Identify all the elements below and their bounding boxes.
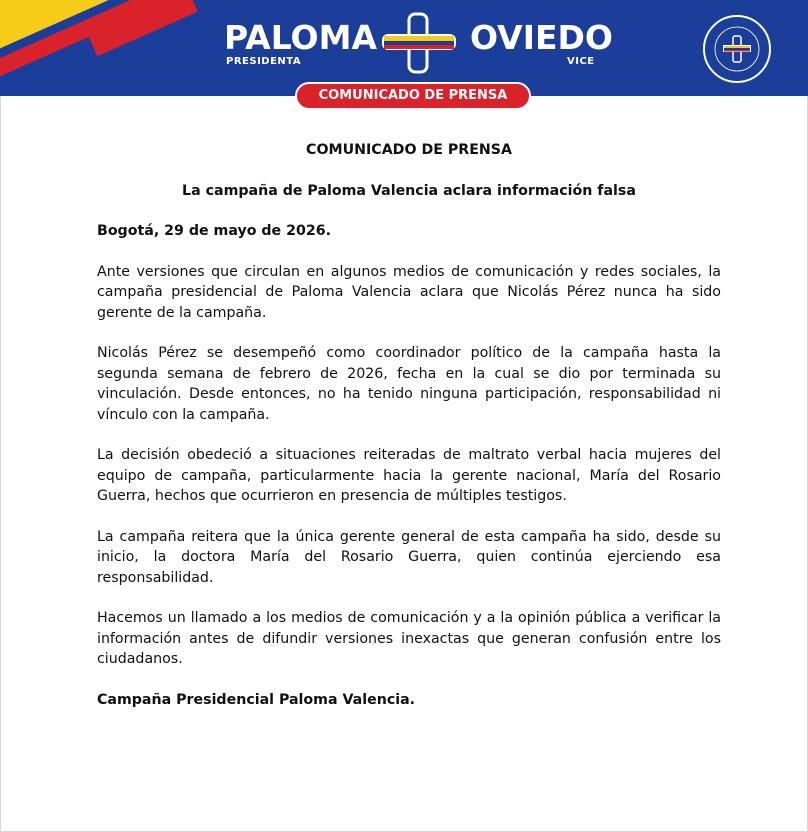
colombia-mas-grande-seal xyxy=(702,14,772,84)
paragraph: La campaña reitera que la única gerente general de esta campaña ha sido, desde su inicio, la doctora María del Rosario Guerra, quien continúa ejerciendo esa responsabilidad. xyxy=(97,528,721,586)
dateline: Bogotá, 29 de mayo de 2026. xyxy=(97,223,331,239)
signature: Campaña Presidencial Paloma Valencia. xyxy=(97,691,416,708)
press-release-banner: COMUNICADO DE PRENSA xyxy=(295,82,531,110)
paragraph: Nicolás Pérez se desempeñó como coordinador político de la campaña hasta la segunda semana de febrero de 2026, fecha en la cual se dio por terminada su vinculación. Desde entonces, no ha tenido ninguna participación, responsabilidad ni vínculo con la campaña. xyxy=(97,345,721,423)
cross-logo-icon xyxy=(376,8,462,76)
paragraph: Ante versiones que circulan en algunos medios de comunicación y redes sociales, la campaña presidencial de Paloma Valencia aclara que Nicolás Pérez nunca ha sido gerente de la campaña. xyxy=(97,263,721,321)
document-title: COMUNICADO DE PRENSA xyxy=(306,142,512,158)
paragraph: La decisión obedeció a situaciones reiteradas de maltrato verbal hacia mujeres del equipo de campaña, particularmente hacia la gerente nacional, María del Rosario Guerra, hechos que ocurrieron en presencia de múltiples testigos. xyxy=(97,447,721,504)
role-label-left: PRESIDENTA xyxy=(226,56,302,67)
candidate-name-right: OVIEDO xyxy=(470,18,613,57)
paragraph: Hacemos un llamado a los medios de comunicación y a la opinión pública a verificar la información antes de difundir versiones inexactas que generan confusión entre los ciudadanos. xyxy=(97,610,721,667)
document-subtitle: La campaña de Paloma Valencia aclara información falsa xyxy=(182,182,636,199)
candidate-name-left: PALOMA xyxy=(224,18,377,57)
document-body xyxy=(97,140,721,710)
role-label-right: VICE xyxy=(567,56,595,67)
